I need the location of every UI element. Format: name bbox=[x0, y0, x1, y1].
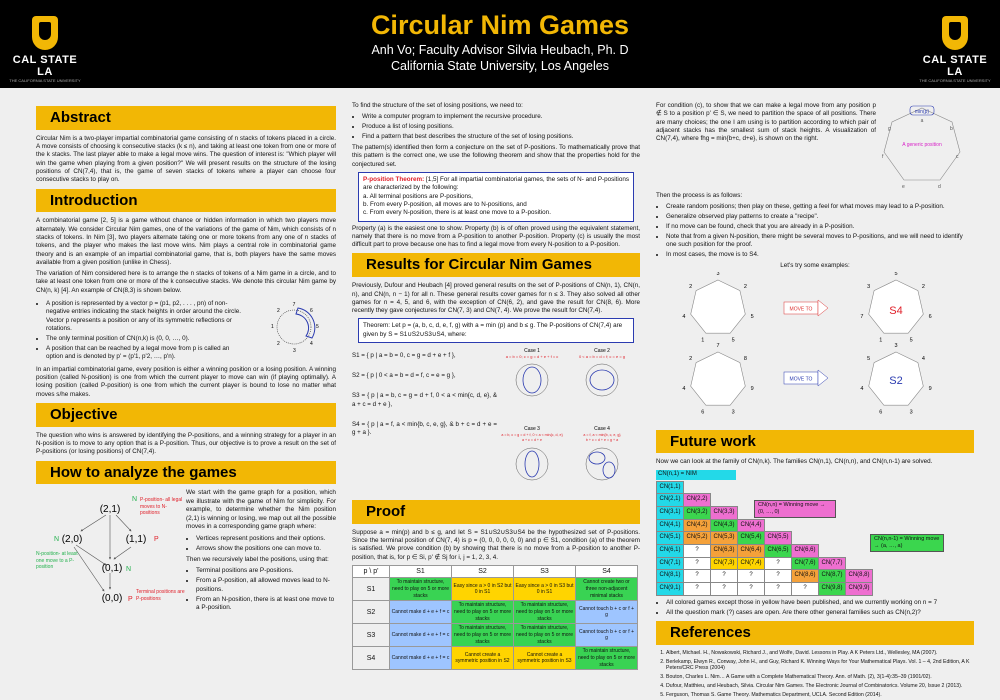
cn-cell: CN(8,8) bbox=[846, 570, 873, 583]
cn-cell: ? bbox=[765, 583, 792, 596]
theorem-intro: [1,5] For all impartial combinatorial games, the sets of N- and P-positions are characterized by the following: bbox=[363, 176, 629, 192]
analyze-text bbox=[186, 489, 336, 619]
table-cell: Cannot create two or three non-adjacent minimal stacks bbox=[576, 578, 638, 601]
mid-step: • Produce a list of losing positions. bbox=[362, 123, 640, 131]
vertex-letter: f bbox=[882, 154, 884, 160]
graph-node: (0,0) bbox=[101, 593, 123, 605]
process-step: • In most cases, the move is to S4. bbox=[666, 251, 974, 259]
cn-cell: CN(1,1) bbox=[657, 481, 684, 494]
stack-height: 4 bbox=[860, 386, 864, 393]
theorem-item: a. All terminal positions are P-positions, bbox=[363, 192, 473, 200]
table-cell: To maintain structure, need to play on 5 or more stacks bbox=[452, 624, 514, 647]
table-row bbox=[657, 557, 873, 570]
cn-cell: CN(3,2) bbox=[684, 507, 711, 520]
future-note: • All the question mark (?) cases are open. Are there other general families such as CN(n,2)? bbox=[666, 609, 974, 617]
cn-cell: ? bbox=[738, 570, 765, 583]
mid-paragraph-2: Property (a) is the easiest one to show. Property (b) is of often proved using the equivalent statement, namely that there is no move from a P-position to another P-position. Property (c) is usually the most difficult part to prove because one has to find a legal move from every N-position to a P-position. bbox=[352, 224, 640, 249]
stack-height: 3 bbox=[731, 409, 735, 416]
set-s2: S2 = { p | 0 < a = b = d = f, c = e = g }, bbox=[352, 372, 456, 380]
graph-p-label: P bbox=[128, 596, 133, 604]
mid-intro: To find the structure of the set of losing positions, we need to: bbox=[352, 102, 523, 109]
graph-n-label: N bbox=[126, 566, 132, 574]
table-row bbox=[657, 532, 873, 545]
stack-height: 3 bbox=[716, 272, 720, 278]
cn-cell: ? bbox=[738, 583, 765, 596]
circle-label: 6 bbox=[310, 308, 313, 315]
circle-label: 2 bbox=[277, 308, 280, 315]
column-header: S3 bbox=[514, 566, 576, 578]
stack-height: 1 bbox=[701, 337, 705, 344]
cn-cell: CN(3,3) bbox=[711, 507, 738, 520]
case-label: Case 2 bbox=[594, 348, 610, 355]
cn-cell: CN(8,1) bbox=[657, 570, 684, 583]
set-s4: S4 = { p | a = f, a < min{b, c, e, g}, & b + c = d + e = g + a }. bbox=[352, 420, 497, 436]
set-s3: S3 = { p | a = b, c = g = d + f, 0 < a < min{c, d, e}, & a + c = d + e }, bbox=[352, 392, 497, 408]
row-label: S1 bbox=[353, 578, 390, 601]
row-label: S2 bbox=[353, 601, 390, 624]
column-header: S2 bbox=[452, 566, 514, 578]
future-work-heading: Future work bbox=[656, 430, 974, 454]
stack-height: 4 bbox=[921, 356, 925, 363]
reference-item: 4. Dufour, Matthieu, and Heubach, Silvia. Circular Nim Games. The Electronic Journal of Combinatorics. Volume 20, Issue 2 (2013). bbox=[666, 683, 974, 690]
table-cell: To maintain structure, need to play on 5 or more stacks bbox=[514, 624, 576, 647]
cn-cell: CN(5,2) bbox=[684, 532, 711, 545]
cn-family-table-wrap bbox=[656, 470, 974, 596]
case-formula: b + c = d + e = g + a bbox=[585, 438, 619, 443]
table-cell: Cannot touch b + c or f + g bbox=[576, 624, 638, 647]
vertex-letter: g bbox=[888, 126, 891, 132]
cn-cell: CN(7,4) bbox=[738, 557, 765, 570]
row-head: p bbox=[363, 568, 368, 576]
intro-bullets-row bbox=[36, 298, 336, 366]
cn-cell: CN(9,9) bbox=[846, 583, 873, 596]
table-row bbox=[353, 624, 638, 647]
reference-item: 5. Ferguson, Thomas S. Game Theory. Mathematics Department, UCLA. Second Edition (2014). bbox=[666, 692, 974, 699]
cn-cell: CN(7,7) bbox=[819, 557, 846, 570]
stack-height: 6 bbox=[879, 409, 883, 416]
logo-subtext: THE CALIFORNIA STATE UNIVERSITY bbox=[919, 78, 991, 83]
table-cell: To maintain structure, need to play on 5 or more stacks bbox=[452, 601, 514, 624]
analyze-bullet: • From an N-position, there is at least one move to a P-position. bbox=[196, 596, 336, 613]
stack-height: 1 bbox=[879, 337, 883, 344]
stack-height: 5 bbox=[867, 356, 871, 363]
abstract-text: Circular Nim is a two-player impartial combinatorial game consisting of n stacks of tokens placed in a circle. A move consists of choosing k consecutive stacks (k ≤ n), and taking at least one token from one or more of the k stacks. The last player able to make a legal move wins. The question of interest is: "Which player will win the game when playing from a given position?" We will present results on the structure of the losing positions of CN(7,4), that is, the game of seven stacks of tokens where a player can choose four consecutive stacks to play on. bbox=[36, 134, 336, 184]
generic-position-diagram bbox=[876, 102, 968, 192]
process-steps bbox=[666, 203, 974, 259]
stack-height: 2 bbox=[689, 284, 693, 291]
table-cell: Cannot create a symmetric position in S3 bbox=[514, 647, 576, 670]
cn-family-table bbox=[656, 481, 873, 596]
objective-text: The question who wins is answered by identifying the P-positions, and a winning strategy for a player in an N-position is to move to any option that is a P-position. Thus, our objective is to prove a result on the set of P-positions (or losing positions) of CN(7,4). bbox=[36, 431, 336, 456]
proof-heading: Proof bbox=[352, 500, 640, 524]
crest-icon bbox=[942, 16, 968, 50]
column-header: S4 bbox=[576, 566, 638, 578]
results-heading: Results for Circular Nim Games bbox=[352, 253, 640, 277]
cn-cell: CN(7,1) bbox=[657, 557, 684, 570]
graph-n-label: N bbox=[132, 496, 138, 504]
case-label: Case 3 bbox=[524, 426, 540, 433]
reference-item: 2. Berlekamp, Elwyn R., Conway, John H., and Guy, Richard K. Winning Ways for Your Mathematical Plays. Vol. 1 – 4, 2nd Edition, A K Peters/CRC Press (2004) bbox=[666, 659, 974, 673]
cn-cell: CN(9,8) bbox=[819, 583, 846, 596]
cn-cell: CN(6,3) bbox=[711, 545, 738, 558]
process-step: • If no move can be found, check that you are already in a P-position. bbox=[666, 223, 974, 231]
cn-cell: CN(6,1) bbox=[657, 545, 684, 558]
intro-bullet: • A position is represented by a vector p = (p1, p2, . . . , pn) of non-negative entries indicating the stack heights in order around the circle. Vector p represents a position or any of its symmetric reflections or rotations. bbox=[46, 300, 246, 333]
cn-cell: CN(5,4) bbox=[738, 532, 765, 545]
process-step: • Create random positions; then play on these, getting a feel for what moves may lead to a P-position. bbox=[666, 203, 974, 211]
table-cell: Cannot make d + e + f = c bbox=[390, 647, 452, 670]
vertex-letter: b bbox=[950, 126, 953, 132]
right-logo bbox=[916, 16, 994, 83]
table-row bbox=[353, 647, 638, 670]
table-cell: Cannot make d + e + f = c bbox=[390, 601, 452, 624]
intro-paragraph-2: The variation of Nim considered here is to arrange the n stacks of tokens of a Nim game in a circle, and to take at least one token from one or more of the k consecutive stacks. We denote this circular Nim game by CN(n, k) [4]. An example of CN(8,3) is shown below. bbox=[36, 270, 336, 294]
cn-cell: ? bbox=[792, 583, 819, 596]
stack-height: 6 bbox=[701, 409, 705, 416]
cn-cell: CN(2,1) bbox=[657, 494, 684, 507]
p-position-theorem-box bbox=[358, 172, 634, 221]
case-formula: 0 < a = b = d = f; c = e = g bbox=[578, 354, 626, 360]
table-cell: Cannot touch b + c or f + g bbox=[576, 601, 638, 624]
table-corner: p \ p' bbox=[353, 566, 390, 578]
table-cell: Easy since a > 0 in S3 but 0 in S1 bbox=[514, 578, 576, 601]
heptagons-group bbox=[682, 272, 931, 416]
table-row bbox=[657, 583, 873, 596]
move-arrow-label: MOVE TO bbox=[789, 376, 813, 383]
heptagon-example-1 bbox=[682, 272, 753, 344]
cn-cell: ? bbox=[765, 557, 792, 570]
table-row bbox=[657, 545, 873, 558]
process-step: • Note that from a given N-position, there might be several moves to P-positions, and we will need to identify one such position for the proof. bbox=[666, 233, 974, 250]
process-step: • Generalize observed play patterns to create a "recipe". bbox=[666, 213, 974, 221]
analyze-list-2 bbox=[196, 567, 336, 612]
introduction-heading: Introduction bbox=[36, 189, 336, 213]
mid-step: • Find a pattern that best describes the structure of the set of losing positions. bbox=[362, 133, 640, 141]
references-heading: References bbox=[656, 621, 974, 645]
column-2 bbox=[352, 102, 640, 670]
table-cell: Cannot create a symmetric position in S2 bbox=[452, 647, 514, 670]
stack-height: 6 bbox=[928, 314, 932, 321]
logo-text: CAL STATE LA bbox=[922, 54, 988, 78]
cn-cell: ? bbox=[711, 583, 738, 596]
analyze-body bbox=[36, 489, 336, 619]
proof-table bbox=[352, 565, 638, 670]
cn-cell: ? bbox=[684, 545, 711, 558]
graph-node: (2,1) bbox=[99, 504, 121, 516]
s2-label: S2 bbox=[889, 375, 903, 388]
university: California State University, Los Angeles bbox=[391, 59, 609, 73]
stack-height: 9 bbox=[750, 386, 754, 393]
table-cell: Cannot make d + e + f = c bbox=[390, 624, 452, 647]
process-heading: Then the process is as follows: bbox=[656, 192, 743, 199]
vertex-letter: c bbox=[956, 154, 959, 160]
note-p-position: P-position- all legal moves to N-positions bbox=[140, 497, 183, 517]
cn-cell: CN(9,1) bbox=[657, 583, 684, 596]
move-arrow-label: MOVE TO bbox=[789, 306, 813, 313]
stack-height: 7 bbox=[716, 343, 720, 350]
graph-node: (1,1) bbox=[125, 534, 147, 546]
table-cell: To maintain structure, need to play on 5 or more stacks bbox=[514, 601, 576, 624]
stack-height: 2 bbox=[921, 284, 925, 291]
min-label: min(p) bbox=[914, 109, 930, 115]
case-formula: a = b, c = g = d + f, 0 < a < min{c, d, e} bbox=[501, 433, 563, 438]
table-row bbox=[657, 519, 873, 532]
logo-subtext: THE CALIFORNIA STATE UNIVERSITY bbox=[9, 78, 81, 83]
circle-label: 5 bbox=[316, 324, 319, 331]
heptagon-examples bbox=[656, 272, 974, 424]
crest-icon bbox=[32, 16, 58, 50]
s4-label: S4 bbox=[889, 305, 903, 318]
stack-height: 5 bbox=[894, 272, 898, 278]
cn-cell: CN(4,3) bbox=[711, 519, 738, 532]
cn74-theorem-box bbox=[358, 318, 634, 343]
analyze-bullet: • From a P-position, all allowed moves lead to N-positions. bbox=[196, 577, 336, 594]
stack-height: 3 bbox=[867, 284, 871, 291]
proof-paragraph: Suppose a = min(p) and b ≤ g, and let S = S1∪S2∪S3∪S4 be the hypothesized set of P-positions. Since the terminal position of CN(7, 4) is p = (0, 0, 0, 0, 0, 0) and p ∈ S1, condition (a) of the theorem is satisfied. We prove condition (b) by showing that there is no move from a P-position to another P-position, that is, for p ∈ Si, p' ∉ Sj for i, j = 1, 2, 3, 4. bbox=[352, 528, 640, 561]
cn-cell: CN(4,2) bbox=[684, 519, 711, 532]
stack-height: 5 bbox=[731, 337, 735, 344]
legend-cnn1: CN(n,n-1) = Winning move → (a, …, a) bbox=[870, 534, 944, 553]
nim-header-cell: CN(n,1) = NIM bbox=[656, 470, 736, 480]
case-formula: a = f, a < min{b, c, e, g} bbox=[583, 433, 621, 438]
mid-step: • Write a computer program to implement the recursive procedure. bbox=[362, 113, 640, 121]
analyze-paragraph: Then we recursively label the positions, using that: bbox=[186, 555, 329, 563]
cn-cell: CN(5,1) bbox=[657, 532, 684, 545]
table-row bbox=[353, 601, 638, 624]
proof-table-body bbox=[353, 578, 638, 670]
stack-height: 3 bbox=[909, 409, 913, 416]
cn-cell: ? bbox=[684, 557, 711, 570]
analyze-list-1 bbox=[196, 535, 336, 553]
results-paragraph: Previously, Dufour and Heubach [4] proved general results on the set of P-positions of CN(n, 1), CN(n, n), and CN(n, n − 1) for all n. These general results cover games for n ≤ 3. They also solved all other games for n = 4, 5, and 6, with the exception of CN(6, 2), and gave the result for CN(8, 6). More recently they gave conjectures for CN(7, 3) and CN(7, 4). We prove the result for CN(7,4). bbox=[352, 282, 640, 315]
intro-paragraph-1: A combinatorial game [2, 5] is a game without chance or hidden information in which two players move alternately. We consider Circular Nim games, one of the variations of the game of Nim, which consists of n stacks of tokens. In Nim [3], two players alternate taking one or more tokens from any one of n stacks of tokens, and the player who makes the last move wins. Nim plays a central role in combinatorial game theory and is an example of an impartial combinatorial game, that is, both players have the same moves available from a given position (unlike in Chess). bbox=[36, 217, 336, 266]
graph-node: (0,1) bbox=[101, 563, 123, 575]
stack-height: 5 bbox=[750, 314, 754, 321]
circle-label: 7 bbox=[292, 302, 296, 309]
set-definitions bbox=[352, 346, 497, 496]
set-s1: S1 = { p | a = b = 0, c = g = d + e + f }, bbox=[352, 352, 456, 360]
note-n-position: N-position- at least one move to a P-position bbox=[36, 551, 78, 571]
stack-height: 3 bbox=[894, 343, 898, 350]
case-diagrams bbox=[497, 346, 637, 496]
cn-cell: ? bbox=[765, 570, 792, 583]
cn-cell: CN(7,3) bbox=[711, 557, 738, 570]
analyze-heading: How to analyze the games bbox=[36, 461, 336, 485]
stack-height: 4 bbox=[682, 314, 686, 321]
theorem-title: P-position Theorem: bbox=[363, 176, 425, 184]
stack-height: 4 bbox=[682, 386, 686, 393]
examples-label: Let's try some examples: bbox=[780, 262, 850, 270]
analyze-bullet: • Terminal positions are P-positions. bbox=[196, 567, 336, 575]
cn-cell: CN(5,3) bbox=[711, 532, 738, 545]
circle-label: 4 bbox=[310, 341, 313, 348]
poster-title: Circular Nim Games bbox=[370, 10, 630, 40]
cn-cell: ? bbox=[684, 583, 711, 596]
stack-height: 5 bbox=[909, 337, 913, 344]
stack-height: 2 bbox=[689, 356, 693, 363]
future-notes bbox=[666, 599, 974, 617]
circle-label: 1 bbox=[271, 324, 274, 331]
cn-cell: CN(6,5) bbox=[765, 545, 792, 558]
table-row bbox=[657, 570, 873, 583]
note-terminal: Terminal positions are P-positions bbox=[136, 589, 185, 602]
column-1 bbox=[36, 102, 336, 619]
analyze-bullet: • Vertices represent positions and their options. bbox=[196, 535, 336, 543]
future-note: • All colored games except those in yellow have been published, and we currently working on n = 7 bbox=[666, 599, 974, 607]
header bbox=[0, 0, 1000, 88]
cn-cell: CN(6,6) bbox=[792, 545, 819, 558]
stack-height: 8 bbox=[743, 356, 747, 363]
table-row bbox=[353, 578, 638, 601]
stack-height: 7 bbox=[860, 314, 864, 321]
cn-cell: CN(2,2) bbox=[684, 494, 711, 507]
reference-item: 3. Bouton, Charles L. Nim… A Game with a Complete Mathematical Theory. Ann. of Math. (2), 3(1-4):35–39 (1901/02). bbox=[666, 674, 974, 681]
condition-c-text: For condition (c), to show that we can make a legal move from any position p ∉ S to a position p' ∈ S, we need to partition the space of all positions. There are many choices; the one I am using is to partition according to which pair of adjacent stacks has the smallest sum of stack heights. A visualization of CN(7,4), where fhg = min{b+c, d+e}, is shown on the right. bbox=[656, 102, 876, 143]
cn-cell: CN(3,1) bbox=[657, 507, 684, 520]
stack-height: 2 bbox=[743, 284, 747, 291]
future-text: Now we can look at the family of CN(n,k). The families CN(n,1), CN(n,n), and CN(n,n-1) are solved. bbox=[656, 458, 933, 466]
generic-label: A generic position bbox=[902, 142, 942, 148]
graph-node: (2,0) bbox=[61, 534, 83, 546]
cn-cell: CN(4,1) bbox=[657, 519, 684, 532]
objective-heading: Objective bbox=[36, 403, 336, 427]
vertex-letter: a bbox=[920, 118, 924, 124]
row-label: S3 bbox=[353, 624, 390, 647]
case-label: Case 1 bbox=[524, 348, 540, 355]
column-3 bbox=[656, 102, 974, 700]
table-cell: To maintain structure, need to play on 5 or more stacks bbox=[390, 578, 452, 601]
intro-bullets bbox=[46, 300, 246, 363]
legend-cnnn: CN(n,n) = Winning move → (0, …, 0) bbox=[754, 500, 836, 519]
intro-bullet: • A position that can be reached by a legal move from p is called an option and is denoted by p' = (p'1, p'2, …, p'n). bbox=[46, 345, 246, 362]
cn83-circle-diagram bbox=[246, 298, 336, 356]
mid-paragraph-1: The pattern(s) identified then form a conjecture on the set of P-positions. To mathematically prove that this pattern is the correct one, we use the following theorem and show that the properties hold for the conjectured set. bbox=[352, 144, 640, 168]
case-formula: a + c = d + e bbox=[521, 438, 543, 443]
table-cell: To maintain structure, need to play on 5 or more stacks bbox=[576, 647, 638, 670]
theorem-item: c. From every N-position, there is at least one move to a P-position. bbox=[363, 209, 551, 217]
results-sets bbox=[352, 346, 640, 496]
cn-cell: ? bbox=[684, 570, 711, 583]
abstract-heading: Abstract bbox=[36, 106, 336, 130]
analyze-paragraph: We start with the game graph for a position, which we illustrate with the game of Nim for simplicity. For example, to determine whether the Nim position (2,1) is winning or losing, we map out all the possible moves in a corresponding game graph where: bbox=[186, 489, 336, 531]
cn-cell: CN(5,5) bbox=[765, 532, 792, 545]
mid-steps bbox=[362, 113, 640, 141]
case-label: Case 4 bbox=[594, 426, 610, 433]
reference-item: 1. Albert, Michael. H., Nowakowski, Richard J., and Wolfe, David. Lessons in Play. A K Peters Ltd., Wellesley, MA (2007). bbox=[666, 650, 974, 657]
graph-p-label: P bbox=[154, 536, 159, 544]
cn-cell: CN(6,4) bbox=[738, 545, 765, 558]
game-graph bbox=[36, 489, 186, 619]
table-cell: Easy since a > 0 in S2 but 0 in S1 bbox=[452, 578, 514, 601]
analyze-bullet: • Arrows show the positions one can move to. bbox=[196, 545, 336, 553]
vertex-letter: d bbox=[938, 184, 941, 190]
stack-height: 9 bbox=[928, 386, 932, 393]
vertex-letter: e bbox=[902, 184, 905, 190]
column-header: S1 bbox=[390, 566, 452, 578]
circle-label: 3 bbox=[293, 348, 296, 355]
heptagon-example-2 bbox=[682, 343, 753, 416]
cn-cell: CN(8,7) bbox=[819, 570, 846, 583]
graph-n-label: N bbox=[54, 536, 60, 544]
intro-bullet: • The only terminal position of CN(n,k) is (0, 0, …, 0). bbox=[46, 335, 246, 343]
cn-cell: CN(7,6) bbox=[792, 557, 819, 570]
theorem-item: b. From every P-position, all moves are to N-positions, and bbox=[363, 200, 527, 208]
left-logo bbox=[6, 16, 84, 83]
cn-cell: CN(4,4) bbox=[738, 519, 765, 532]
table-row bbox=[657, 481, 873, 494]
row-label: S4 bbox=[353, 647, 390, 670]
cn74-theorem: Theorem: Let p = (a, b, c, d, e, f, g) with a = min (p) and b ≤ g. The P-positions of CN(7,4) are given by S = S1∪S2∪S3∪S4, where: bbox=[363, 322, 623, 338]
authors: Anh Vo; Faculty Advisor Silvia Heubach, Ph. D bbox=[371, 43, 629, 57]
case-formula: a = b = 0; c = g = d + e + f = c bbox=[505, 354, 559, 360]
intro-paragraph-3: In an impartial combinatorial game, every position is either a winning position or a losing position. A winning position (called N-position) is one from which the current player to move can win (if playing optimally). A losing position (called P-position) is one from which the current player is bound to lose no matter what moves s/he makes. bbox=[36, 365, 336, 398]
references-list bbox=[666, 650, 974, 699]
cn-cell: ? bbox=[711, 570, 738, 583]
cn-cell: CN(8,6) bbox=[792, 570, 819, 583]
circle-label: 2 bbox=[277, 341, 280, 348]
logo-text: CAL STATE LA bbox=[12, 54, 78, 78]
condition-c-row bbox=[656, 102, 974, 192]
col-head: p' bbox=[373, 568, 379, 576]
